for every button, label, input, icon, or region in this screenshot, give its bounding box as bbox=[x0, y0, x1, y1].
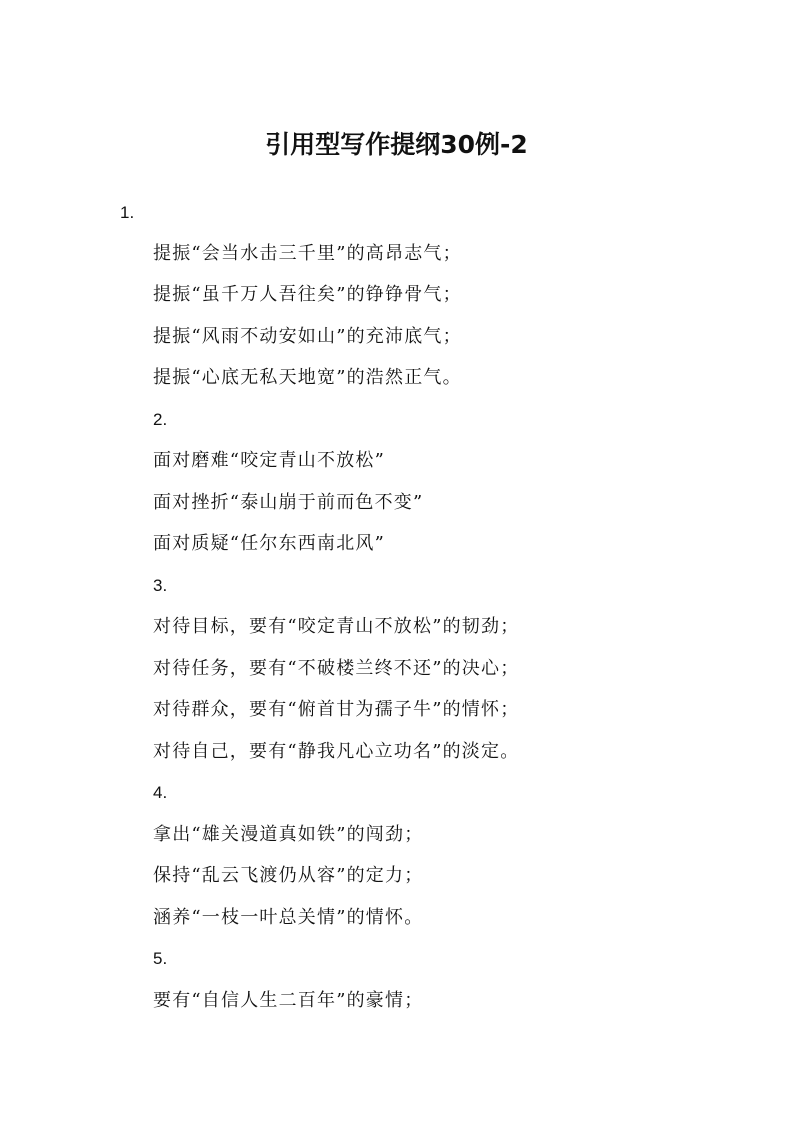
section-4-line-2: 保持“乱云飞渡仍从容”的定力； bbox=[153, 865, 424, 886]
section-4-line-3: 涵养“一枝一叶总关情”的情怀。 bbox=[153, 907, 424, 928]
section-3-line-1: 对待目标，要有“咬定青山不放松”的韧劲； bbox=[153, 616, 520, 637]
section-5-line-1: 要有“自信人生二百年”的豪情； bbox=[153, 990, 424, 1011]
section-3-line-3: 对待群众，要有“俯首甘为孺子牛”的情怀； bbox=[153, 699, 520, 720]
section-number-3: 3. bbox=[153, 576, 168, 595]
section-3-line-4: 对待自己，要有“静我凡心立功名”的淡定。 bbox=[153, 741, 520, 762]
section-1-line-2: 提振“虽千万人吾往矣”的铮铮骨气； bbox=[153, 284, 462, 305]
section-1-line-4: 提振“心底无私天地宽”的浩然正气。 bbox=[153, 367, 462, 388]
section-number-2: 2. bbox=[153, 410, 168, 429]
section-4-line-1: 拿出“雄关漫道真如铁”的闯劲； bbox=[153, 824, 424, 845]
section-number-1: 1. bbox=[120, 203, 135, 222]
section-2-line-1: 面对磨难“咬定青山不放松” bbox=[153, 450, 386, 471]
section-3-line-2: 对待任务，要有“不破楼兰终不还”的决心； bbox=[153, 658, 520, 679]
document-title: 引用型写作提纲30例-2 bbox=[265, 130, 528, 159]
section-2-line-3: 面对质疑“任尔东西南北风” bbox=[153, 533, 386, 554]
section-2-line-2: 面对挫折“泰山崩于前而色不变” bbox=[153, 492, 424, 513]
section-1-line-3: 提振“风雨不动安如山”的充沛底气； bbox=[153, 326, 462, 347]
section-number-5: 5. bbox=[153, 949, 168, 968]
section-1-line-1: 提振“会当水击三千里”的高昂志气； bbox=[153, 243, 462, 264]
section-number-4: 4. bbox=[153, 783, 168, 802]
